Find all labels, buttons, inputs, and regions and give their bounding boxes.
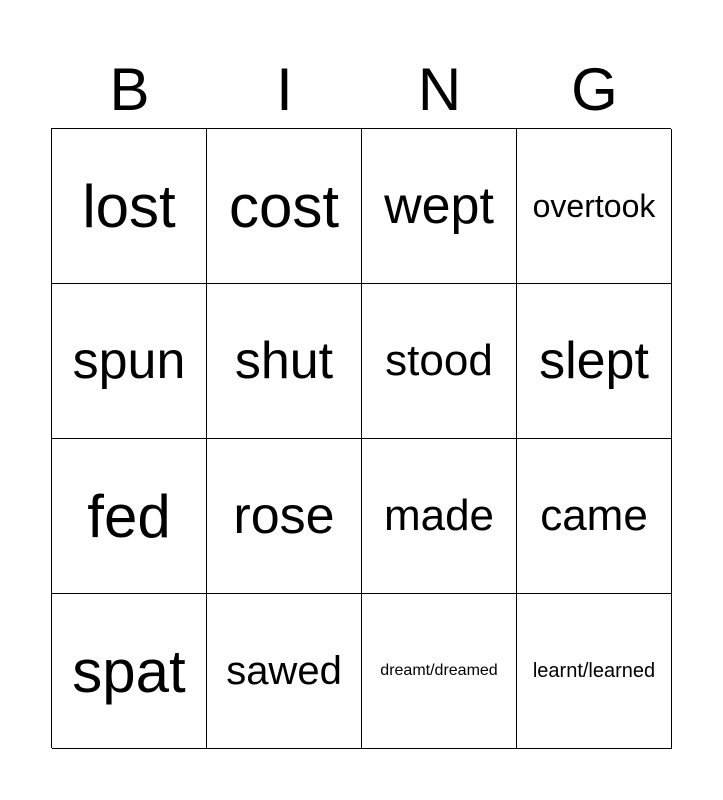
bingo-cell[interactable]: dreamt/dreamed	[362, 594, 517, 749]
header-letter-b: B	[109, 56, 150, 123]
bingo-header	[52, 52, 672, 128]
header-letter-i: I	[276, 56, 293, 123]
bingo-cell[interactable]: made	[362, 439, 517, 594]
bingo-cell[interactable]: slept	[517, 284, 672, 439]
bingo-cell[interactable]: spun	[52, 284, 207, 439]
header-letter-n: N	[417, 56, 462, 123]
bingo-cell[interactable]: wept	[362, 129, 517, 284]
bingo-cell[interactable]: lost	[52, 129, 207, 284]
bingo-board	[51, 128, 671, 748]
bingo-cell[interactable]: overtook	[517, 129, 672, 284]
bingo-cell[interactable]: spat	[52, 594, 207, 749]
bingo-cell[interactable]: came	[517, 439, 672, 594]
header-letter-g: G	[571, 56, 618, 123]
bingo-cell[interactable]: fed	[52, 439, 207, 594]
bingo-cell[interactable]: shut	[207, 284, 362, 439]
bingo-cell[interactable]: sawed	[207, 594, 362, 749]
bingo-cell[interactable]: stood	[362, 284, 517, 439]
bingo-cell[interactable]: cost	[207, 129, 362, 284]
bingo-cell[interactable]: rose	[207, 439, 362, 594]
bingo-cell[interactable]: learnt/learned	[517, 594, 672, 749]
